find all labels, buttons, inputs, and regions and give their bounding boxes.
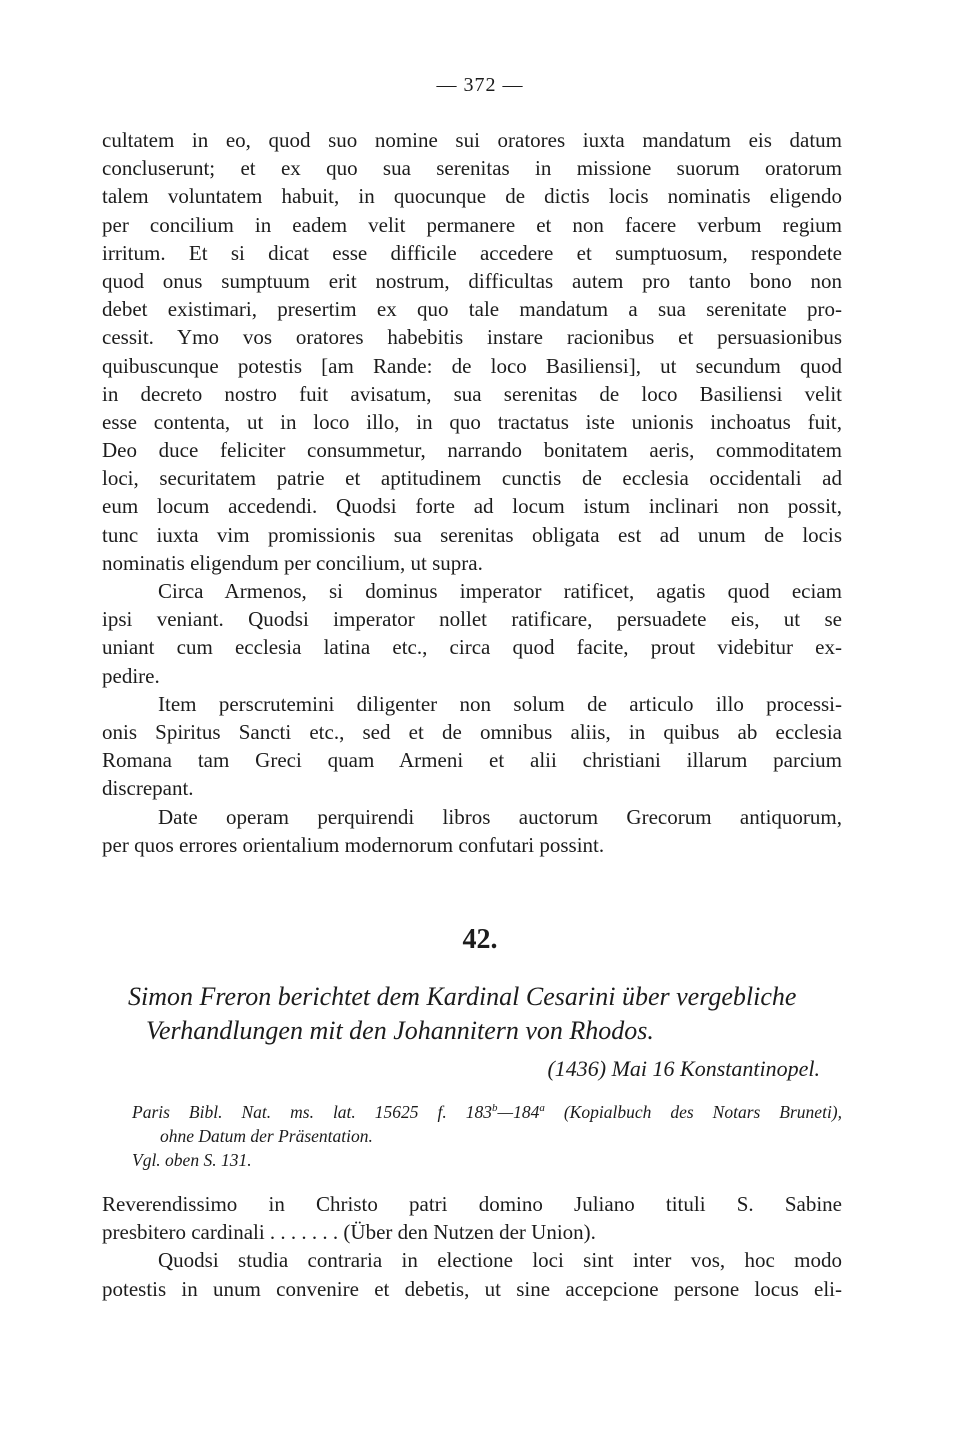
document-title	[128, 980, 848, 1048]
text-line: ipsi veniant. Quodsi imperator nollet ratificare, persuadete eis, ut se	[102, 607, 842, 632]
text-line: presbitero cardinali . . . . . . . (Über den Nutzen der Union).	[102, 1220, 596, 1245]
text-line: quibuscunque potestis [am Rande: de loco Basiliensi], ut secundum quod	[102, 353, 842, 378]
text-line: cultatem in eo, quod suo nomine sui oratores iuxta mandatum eis datum	[102, 128, 842, 152]
text-line: cessit. Ymo vos oratores habebitis instare racionibus et persuasionibus	[102, 325, 842, 350]
text-line: talem voluntatem habuit, in quocunque de dictis locis nominatis eligendo	[102, 184, 842, 209]
source-sup-1: b	[492, 1102, 498, 1114]
text-line: per concilium in eadem velit permanere et non facere verbum regium	[102, 212, 842, 237]
text-line: in decreto nostro fuit avisatum, sua serenitas de loco Basiliensi velit	[102, 381, 842, 406]
source-note-text: (Kopialbuch des Notars Bruneti),	[544, 1101, 843, 1122]
text-line: irritum. Et si dicat esse difficile accedere et sumptuosum, respondete	[102, 240, 842, 265]
text-line: Item perscrutemini diligenter non solum de articulo illo processi-	[158, 691, 842, 716]
source-line-1	[132, 1096, 842, 1124]
text-line: onis Spiritus Sancti etc., sed et de omnibus aliis, in quibus ab ecclesia	[102, 719, 842, 744]
text-line: uniant cum ecclesia latina etc., circa quod facite, prout videbitur ex-	[102, 635, 842, 660]
text-line: Date operam perquirendi libros auctorum Grecorum antiquorum,	[158, 804, 842, 829]
title-line-1: Simon Freron berichtet dem Kardinal Cesarini über vergebliche	[128, 982, 797, 1011]
text-line: concluserunt; et ex quo sua serenitas in missione suorum oratorum	[102, 156, 842, 181]
source-ref: Paris Bibl. Nat. ms. lat. 15625 f. 183	[132, 1101, 493, 1122]
text-line: discrepant.	[102, 776, 194, 801]
text-line: eum locum accedendi. Quodsi forte ad locum istum inclinari non possit,	[102, 494, 842, 519]
source-line-2: ohne Datum der Präsentation.	[160, 1125, 373, 1146]
text-line: nominatis eligendum per concilium, ut supra.	[102, 550, 483, 575]
source-note	[132, 1096, 842, 1172]
text-line: per quos errores orientalium modernorum confutari possint.	[102, 832, 605, 857]
letter-text	[102, 1190, 842, 1303]
document-date: (1436) Mai 16 Konstantinopel.	[547, 1056, 820, 1081]
page-number: — 372 —	[436, 74, 524, 96]
source-line-3: Vgl. oben S. 131.	[132, 1149, 252, 1170]
text-line: quod onus sumptuum erit nostrum, difficultas autem pro tanto bono non	[102, 268, 842, 293]
text-line: debet existimari, presertim ex quo tale mandatum a sua serenitate pro-	[102, 297, 842, 322]
title-line-2: Verhandlungen mit den Johannitern von Rhodos.	[146, 1016, 654, 1045]
text-line: potestis in unum convenire et debetis, ut sine accepcione persone locus eli-	[102, 1276, 842, 1301]
body-text	[102, 126, 842, 859]
text-line: pedire.	[102, 663, 160, 688]
text-line: Quodsi studia contraria in electione loci sint inter vos, hoc modo	[158, 1248, 842, 1273]
text-line: tunc iuxta vim promissionis sua serenitas obligata est ad unum de locis	[102, 522, 842, 547]
source-range: —184	[497, 1101, 540, 1122]
text-line: esse contenta, ut in loco illo, in quo tractatus iste unionis inchoatus fuit,	[102, 409, 842, 434]
source-sup-2: a	[539, 1102, 545, 1114]
document-number: 42.	[462, 924, 498, 955]
text-line: loci, securitatem patrie et aptitudinem cunctis de ecclesia occidentali ad	[102, 466, 842, 491]
text-line: Circa Armenos, si dominus imperator ratificet, agatis quod eciam	[158, 579, 842, 603]
text-line: Reverendissimo in Christo patri domino Juliano tituli S. Sabine	[102, 1192, 842, 1216]
text-line: Romana tam Greci quam Armeni et alii christiani illarum parcium	[102, 748, 842, 773]
text-line: Deo duce feliciter consummetur, narrando bonitatem aeris, commoditatem	[102, 438, 842, 463]
